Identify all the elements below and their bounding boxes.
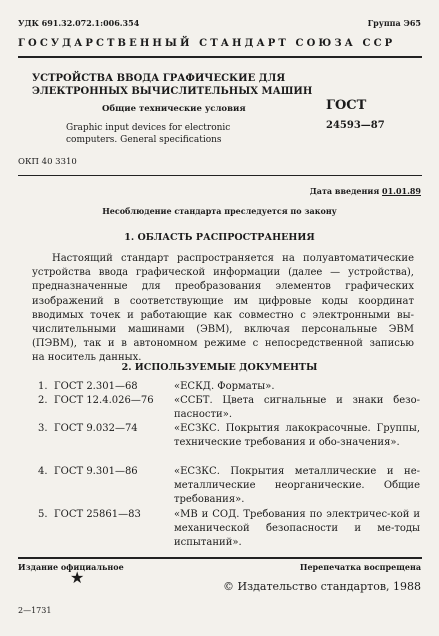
- title-en: [66, 122, 230, 146]
- document-code: ГОСТ 9.301—86: [54, 466, 138, 477]
- section1-line: устройства ввода графической информации (далее — устройства),: [32, 267, 414, 279]
- document-number: 5.: [38, 509, 48, 520]
- document-title: «ЕСЗКС. Покрытия лакокрасочные. Группы, технические требования и обо-значения».: [174, 423, 420, 449]
- section1-line: Настоящий стандарт распространяется на полуавтоматические: [52, 253, 414, 264]
- okp-code: ОКП 40 3310: [18, 157, 77, 167]
- document-number: 2.: [38, 395, 48, 406]
- copyright: © Издательство стандартов, 1988: [223, 580, 421, 593]
- document-title: «ЕСЗКС. Покрытия металлические и не-металлические неорганические. Общие требования».: [174, 466, 420, 506]
- section2-heading: 2. ИСПОЛЬЗУЕМЫЕ ДОКУМЕНТЫ: [121, 362, 318, 373]
- section1-line: на носитель данных.: [32, 352, 142, 364]
- date-label: Дата введения: [309, 186, 380, 196]
- official-edition: Издание официальное: [18, 562, 124, 572]
- effective-date: [310, 186, 421, 196]
- title-en-line1: Graphic input devices for electronic: [66, 123, 231, 133]
- title-ru: [32, 72, 312, 98]
- title-ru-line1: УСТРОЙСТВА ВВОДА ГРАФИЧЕСКИЕ ДЛЯ: [32, 73, 286, 84]
- footer-divider: [18, 557, 422, 559]
- star-icon: ★: [70, 568, 85, 587]
- document-code: ГОСТ 9.032—74: [54, 423, 138, 434]
- law-notice: Несоблюдение стандарта преследуется по закону: [102, 206, 337, 216]
- document-code: ГОСТ 25861—83: [54, 509, 141, 520]
- title-ru-line2: ЭЛЕКТРОННЫХ ВЫЧИСЛИТЕЛЬНЫХ МАШИН: [32, 86, 313, 97]
- document-number: 3.: [38, 423, 48, 434]
- title-en-line2: computers. General specifications: [66, 135, 222, 145]
- section1-line: числительными машинами (ЭВМ), включая персональные ЭВМ: [32, 324, 414, 336]
- group-code: Группа Э65: [367, 18, 421, 28]
- gost-number: 24593—87: [326, 120, 385, 131]
- document-title: «ССБТ. Цвета сигнальные и знаки безо-пасности».: [174, 395, 420, 421]
- section1-body: [32, 252, 414, 366]
- document-code: ГОСТ 2.301—68: [54, 381, 138, 392]
- print-code: 2—1731: [18, 606, 52, 615]
- date-value: 01.01.89: [382, 186, 421, 196]
- document-number: 4.: [38, 466, 48, 477]
- gost-label: ГОСТ: [326, 98, 367, 113]
- subtitle-ru: Общие технические условия: [102, 104, 246, 114]
- section1-line: предназначенные для преобразования элементов графических: [32, 281, 414, 293]
- document-title: «ЕСКД. Форматы».: [174, 381, 275, 392]
- document-title: «МВ и СОД. Требования по электричес-кой и механической безопасности и ме-тоды испытаний».: [174, 509, 420, 549]
- section1-line: вводимых точек и работающие как совместно с электронными вы-: [32, 309, 414, 321]
- document-code: ГОСТ 12.4.026—76: [54, 395, 154, 406]
- standard-title: ГОСУДАРСТВЕННЫЙ СТАНДАРТ СОЮЗА ССР: [18, 38, 396, 49]
- header-divider: [18, 56, 422, 58]
- section1-line: (ПЭВМ), так и в автономном режиме с непосредственной записью: [32, 338, 414, 350]
- reprint-notice: Перепечатка воспрещена: [299, 562, 421, 572]
- document-number: 1.: [38, 381, 48, 392]
- udk-code: УДК 691.32.072.1:006.354: [18, 18, 140, 28]
- section1-heading: 1. ОБЛАСТЬ РАСПРОСТРАНЕНИЯ: [124, 232, 315, 243]
- title-divider: [18, 175, 422, 176]
- section1-line: изображений в соответствующие им цифровые коды координат: [32, 295, 414, 307]
